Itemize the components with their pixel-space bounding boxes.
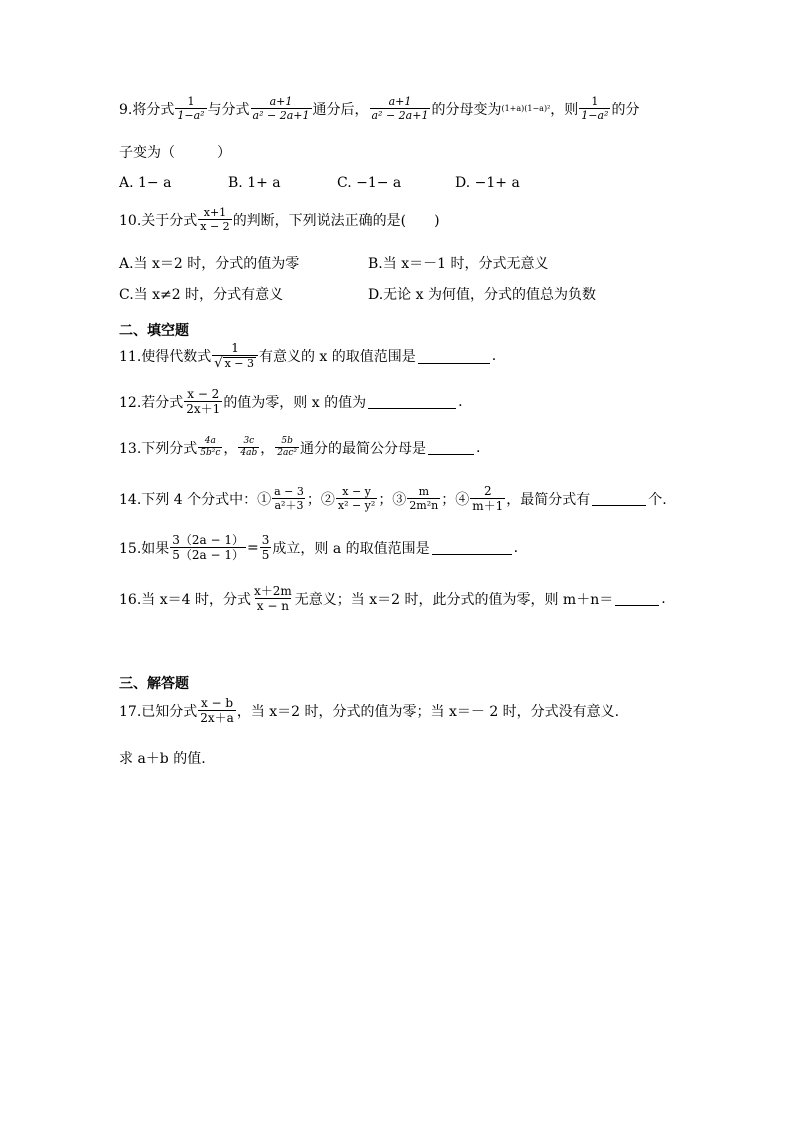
q15-end: . (513, 539, 519, 556)
q9-option-b: B. 1+ a (228, 175, 281, 191)
q9-text: 的分 (611, 101, 640, 118)
fraction: $\frac{x - y}{\text{x² − y²}}$ (337, 485, 376, 512)
question-9 (119, 96, 639, 121)
q17-text: ，当 x＝2 时，分式的值为零；当 x＝－ 2 时，分式没有意义. (236, 703, 620, 720)
q12-text: 的值为零，则 x 的值为 (223, 394, 367, 411)
fraction: $\frac{x - b}{2x+a}$ (200, 696, 234, 725)
answer-blank[interactable] (418, 349, 490, 364)
q16-text: 16.当 x＝4 时，分式 (119, 591, 251, 608)
answer-blank[interactable] (428, 440, 474, 455)
q11-end: . (491, 348, 497, 364)
question-12 (119, 388, 463, 415)
question-15 (119, 534, 518, 561)
q14-text: 14.下列 4 个分式中：① (119, 491, 272, 508)
fraction: $\frac{1}{\text{1−a²}}$ (177, 95, 205, 122)
q9-line2: 子变为（ ） (119, 145, 231, 161)
question-10 (119, 207, 440, 232)
fraction: $\frac{3(2a - 1)}{5(2a - 1)}$ (172, 533, 245, 562)
fraction: $\frac{x - 2}{2x+1}$ (186, 387, 221, 416)
q13-end: . (476, 439, 481, 456)
q9-text: 的分母变为 (431, 101, 502, 118)
fraction: $\frac{m}{\text{2m²n}}$ (409, 485, 439, 512)
fraction: $\frac{1}{\text{1−a²}}$ (581, 95, 609, 122)
q12-end: . (458, 393, 463, 410)
q9-option-a: A. 1− a (119, 175, 172, 191)
q9-option-d: D. −1+ a (455, 175, 520, 191)
separator: ， (260, 440, 275, 457)
q14-end: 个. (648, 491, 667, 508)
q9-text: 通分后， (312, 101, 369, 118)
answer-blank[interactable] (432, 540, 512, 555)
fraction: $\frac{2}{m+1}$ (472, 484, 504, 513)
q11-text: 11.使得代数式 (119, 349, 212, 365)
fraction: $\frac{a+1}{\text{a² − 2a+1}}$ (371, 95, 429, 122)
q10-option-b: B.当 x＝－1 时，分式无意义 (368, 256, 549, 272)
q15-text: 成立，则 a 的取值范围是 (272, 540, 430, 557)
q10-option-a: A.当 x＝2 时，分式的值为零 (119, 256, 300, 272)
fraction: $\frac{3}{5}$ (261, 533, 270, 562)
fraction: $\frac{a - 3}{\text{a²＋3}}$ (274, 485, 304, 512)
separator: ；③ (378, 491, 407, 508)
q17-line2: 求 a＋b 的值. (119, 751, 206, 767)
question-13 (119, 437, 480, 458)
separator: ；② (306, 491, 335, 508)
fraction: $\frac{x+2m}{x - n}$ (253, 584, 292, 613)
q9-text: ，则 (550, 101, 579, 118)
q10-text: 的判断，下列说法正确的是( ) (232, 212, 440, 229)
fraction: 1 √ x − 3 (212, 342, 258, 370)
q17-text: 17.已知分式 (119, 703, 198, 720)
answer-blank[interactable] (368, 394, 456, 409)
q10-option-d: D.无论 x 为何值，分式的值总为负数 (368, 287, 596, 303)
q11-text: 有意义的 x 的取值范围是 (258, 349, 416, 365)
q13-text: 通分的最简公分母是 (300, 440, 427, 457)
q9-text: 与分式 (207, 101, 250, 118)
q16-end: . (661, 590, 666, 607)
question-17 (119, 697, 619, 724)
q15-text: 15.如果 (119, 540, 170, 557)
answer-blank[interactable] (592, 491, 646, 506)
question-11 (119, 342, 496, 370)
separator: ；④ (441, 491, 470, 508)
fraction: $\frac{3c}{4ab}$ (240, 436, 258, 458)
fraction: $\frac{x+1}{x - 2}$ (200, 206, 230, 233)
separator: ， (223, 440, 238, 457)
q10-text: 10.关于分式 (119, 212, 198, 229)
section-2-heading: 二、填空题 (119, 323, 189, 339)
q12-text: 12.若分式 (119, 394, 184, 411)
q9-denominator: (1+a)(1−a)² (501, 104, 551, 113)
answer-blank[interactable] (615, 591, 659, 606)
q16-text: 无意义；当 x＝2 时，此分式的值为零，则 m＋n＝ (294, 591, 614, 608)
q10-option-c: C.当 x≠2 时，分式有意义 (119, 287, 284, 303)
equals-sign: = (247, 539, 259, 556)
q9-text: 9.将分式 (119, 101, 175, 118)
fraction: $\frac{a+1}{\text{a² − 2a+1}}$ (252, 95, 310, 122)
q13-text: 13.下列分式 (119, 440, 198, 457)
fraction: $\frac{4a}{\text{5b²c}}$ (200, 436, 221, 458)
question-14 (119, 485, 667, 512)
q9-option-c: C. −1− a (337, 175, 402, 191)
fraction: $\frac{5b}{\text{2ac²}}$ (277, 436, 298, 458)
section-3-heading: 三、解答题 (119, 676, 189, 692)
question-16 (119, 585, 666, 612)
q14-text: ，最简分式有 (506, 491, 591, 508)
